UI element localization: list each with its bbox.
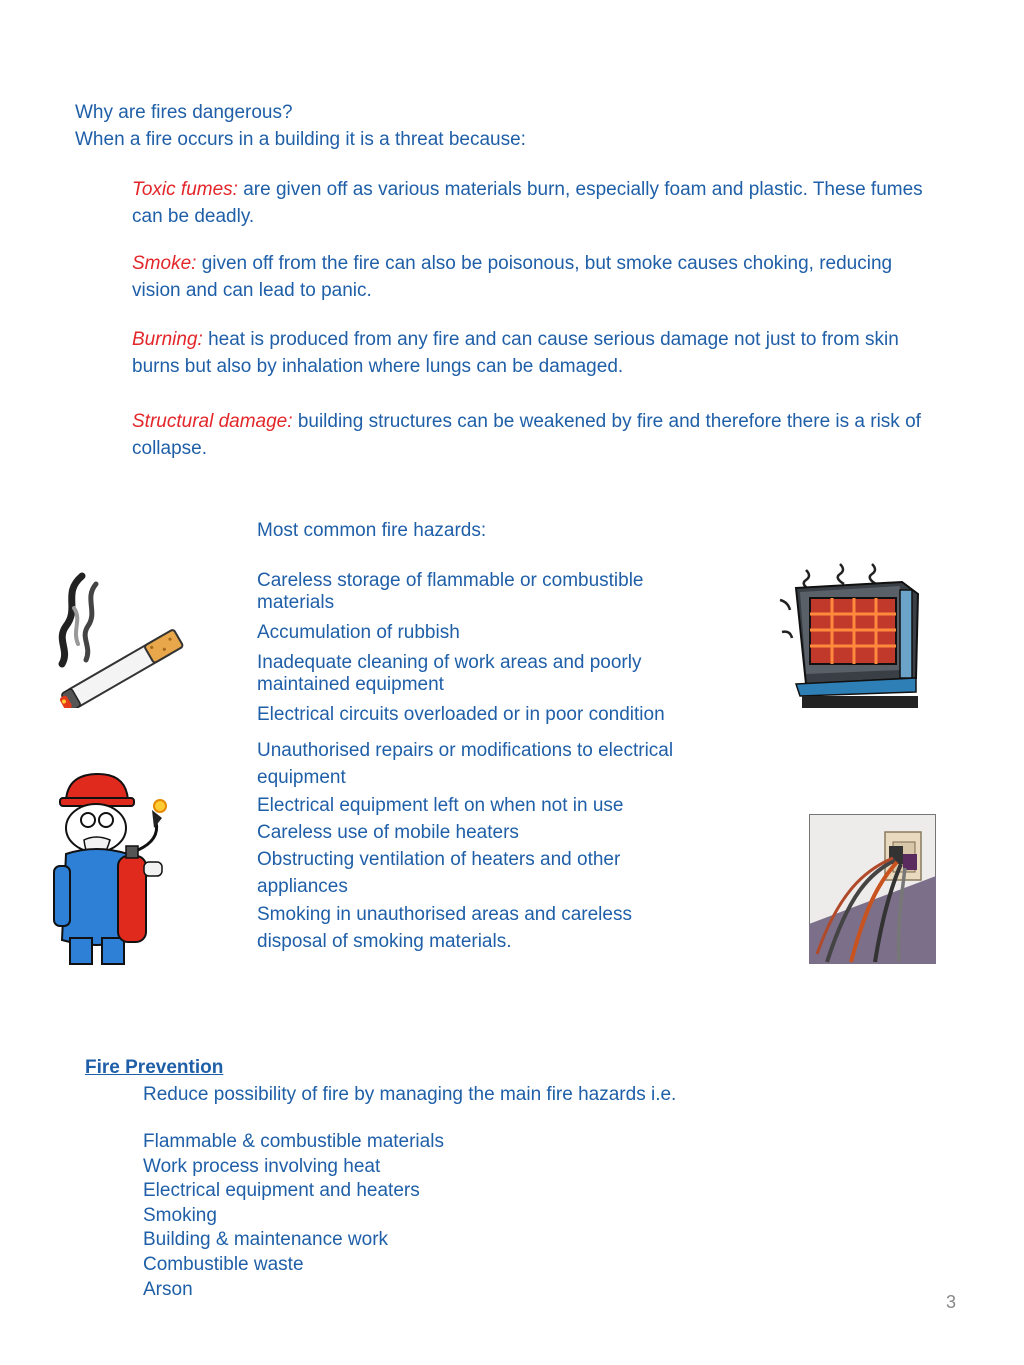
hazard-item: Unauthorised repairs or modifications to electrical equipment [257, 740, 674, 789]
danger-term: Smoke: [132, 253, 197, 274]
danger-text: are given off as various materials burn, especially foam and plastic. These fumes can be deadly. [132, 179, 923, 227]
danger-text: heat is produced from any fire and can cause serious damage not just to from skin burns but also by inhalation where lungs can be damaged. [132, 329, 899, 377]
prevention-list [143, 1130, 643, 1302]
hazard-list-2 [257, 737, 677, 955]
danger-text: building structures can be weakened by fire and therefore there is a risk of collapse. [132, 411, 921, 459]
danger-text: given off from the fire can also be poisonous, but smoke causes choking, reducing vision and can lead to panic. [132, 253, 893, 301]
prevention-intro: Reduce possibility of fire by managing the main fire hazards i.e. [143, 1084, 677, 1105]
danger-burning [132, 326, 950, 380]
cigarette-icon [52, 568, 194, 708]
hazard-item: Inadequate cleaning of work areas and poorly maintained equipment [257, 652, 642, 695]
danger-structural [132, 408, 962, 462]
overloaded-socket-icon [809, 814, 936, 964]
hazard-item: Electrical equipment left on when not in use [257, 794, 624, 816]
danger-term: Structural damage: [132, 411, 293, 432]
hazard-item: Smoking in unauthorised areas and careless disposal of smoking materials. [257, 903, 632, 953]
prevention-item: Work process involving heat [143, 1155, 381, 1177]
danger-toxic-fumes [132, 176, 950, 230]
intro-statement: When a fire occurs in a building it is a threat because: [75, 129, 526, 150]
prevention-item: Arson [143, 1278, 193, 1300]
fire-prevention-title[interactable]: Fire Prevention [85, 1057, 224, 1078]
hazard-item: Accumulation of rubbish [257, 622, 460, 643]
page-number: 3 [946, 1292, 957, 1312]
hazard-item: Careless storage of flammable or combustible materials [257, 570, 644, 613]
hazard-item: Obstructing ventilation of heaters and other appliances [257, 849, 621, 898]
fire-prevention-link[interactable] [85, 1057, 223, 1079]
intro [75, 99, 955, 153]
prevention-item: Combustible waste [143, 1253, 304, 1275]
hazards-title: Most common fire hazards: [257, 520, 487, 541]
danger-term: Toxic fumes: [132, 179, 238, 200]
hazard-item: Careless use of mobile heaters [257, 821, 519, 843]
intro-question: Why are fires dangerous? [75, 102, 293, 123]
worker-extinguisher-icon [48, 770, 188, 966]
prevention-item: Smoking [143, 1204, 217, 1226]
heater-icon [776, 560, 922, 712]
hazard-item: Electrical circuits overloaded or in poor condition [257, 704, 665, 725]
prevention-item: Flammable & combustible materials [143, 1131, 444, 1152]
prevention-item: Building & maintenance work [143, 1229, 389, 1251]
danger-term: Burning: [132, 329, 203, 350]
danger-smoke [132, 250, 922, 304]
prevention-item: Electrical equipment and heaters [143, 1180, 420, 1202]
